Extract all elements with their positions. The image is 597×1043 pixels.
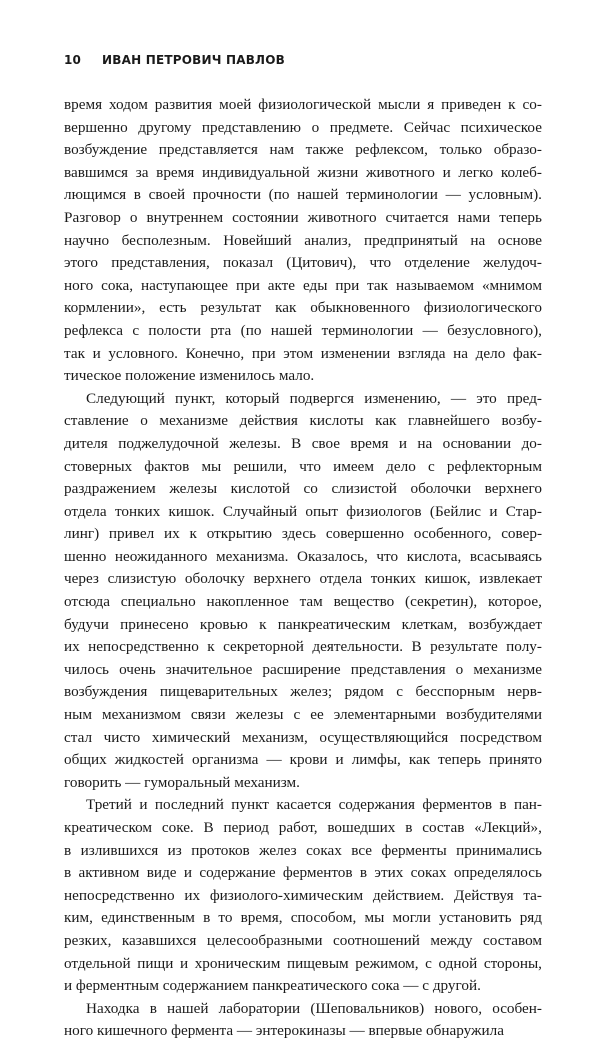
text-line: вершенно другому представлению о предмете. Сейчас психическое — [64, 118, 542, 136]
text-line: через слизистую оболочку верхнего отдела тонких кишок, извлекает — [64, 570, 542, 588]
text-line: непосредственно их физиолого-химическим действием. Действуя та- — [64, 886, 542, 904]
text-line: возбуждения пищеварительных желез; рядом с бесспорным нерв- — [64, 683, 542, 701]
text-line: отдела тонких кишок. Случайный опыт физиологов (Бейлис и Стар- — [64, 502, 542, 520]
text-line: Третий и последний пункт касается содержания ферментов в пан- — [86, 796, 542, 814]
text-line: Находка в нашей лаборатории (Шеповальников) нового, особен- — [86, 999, 542, 1017]
text-line: говорить — гуморальный механизм. — [64, 773, 300, 791]
text-line: шенно неожиданного механизма. Оказалось, что кислота, всасываясь — [64, 547, 542, 565]
text-line: ного сока, наступающее при акте еды при так называемом «мнимом — [64, 276, 542, 294]
text-line: и ферментным содержанием панкреатического сока — с другой. — [64, 977, 481, 995]
paragraph — [64, 388, 542, 795]
text-line: ким, единственным в то время, способом, мы могли установить ряд — [64, 909, 542, 927]
text-line: отдельной пищи и хроническим пищевым режимом, с одной стороны, — [64, 954, 542, 972]
text-line: время ходом развития моей физиологической мысли я приведен к со- — [64, 96, 542, 113]
text-line: их непосредственно к секреторной деятельности. В результате полу- — [64, 638, 542, 656]
text-line: стоверных фактов мы решили, что имеем дело с рефлекторным — [64, 457, 542, 475]
text-line: линг) привел их к открытию здесь совершенно особенного, совер- — [64, 525, 542, 543]
paragraph — [64, 94, 542, 388]
text-line: Разговор о внутреннем состоянии животного считается нами теперь — [64, 208, 542, 226]
text-line: ставление о механизме действия кислоты как главнейшего возбу- — [64, 412, 542, 430]
text-line: Следующий пункт, который подвергся изменению, — это пред- — [86, 389, 542, 407]
running-head — [64, 53, 285, 67]
text-line: ным механизмом связи железы с ее элементарными возбудителями — [64, 706, 542, 724]
text-line: раздражением железы кислотой со слизистой оболочки верхнего — [64, 480, 542, 498]
text-line: рефлекса с полости рта (по нашей терминологии — безусловного), — [64, 321, 542, 339]
text-line: будучи принесено кровью к панкреатическим клеткам, возбуждает — [64, 615, 542, 633]
text-line: возбуждение представляется нам также рефлексом, только образо- — [64, 141, 542, 159]
paragraph — [64, 998, 542, 1043]
text-line: кормлении», есть результат как обыкновенного физиологического — [64, 299, 542, 317]
text-line: в излившихся из протоков желез соках все ферменты принимались — [64, 841, 542, 859]
text-line: тическое положение изменилось мало. — [64, 367, 315, 385]
page-number: 10 — [64, 53, 82, 67]
text-line: креатическом соке. В период работ, вошедших в состав «Лекций», — [64, 819, 542, 836]
text-line: резких, казавшихся целесообразными соотношений между составом — [64, 931, 542, 949]
running-title: ИВАН ПЕТРОВИЧ ПАВЛОВ — [102, 53, 285, 67]
text-line: лющимся в своей прочности (по нашей терминологии — условным). — [64, 186, 542, 204]
text-line: ного кишечного фермента — энтерокиназы — впервые обнаружила — [64, 1022, 504, 1040]
paragraph — [64, 794, 542, 997]
text-line: дителя поджелудочной железы. В свое время и на основании до- — [64, 434, 542, 452]
text-line: так и условного. Конечно, при этом изменении взгляда на дело фак- — [64, 344, 542, 362]
text-line: научно бесполезным. Новейший анализ, предпринятый на основе — [64, 231, 542, 249]
text-line: общих жидкостей организма — крови и лимфы, как теперь принято — [64, 751, 542, 769]
text-line: в активном виде и содержание ферментов в этих соках определялось — [64, 864, 542, 882]
text-line: отсюда специально накопленное там вещество (секретин), которое, — [64, 593, 542, 611]
text-line: чилось очень значительное расширение представления о механизме — [64, 660, 542, 678]
body-text — [64, 94, 542, 1043]
text-line: этого представления, показал (Цитович), что отделение желудоч- — [64, 254, 542, 272]
text-line: стал чисто химический механизм, осуществляющийся посредством — [64, 728, 542, 746]
text-line: вавшимся за время индивидуальной жизни животного и легко колеб- — [64, 163, 542, 181]
